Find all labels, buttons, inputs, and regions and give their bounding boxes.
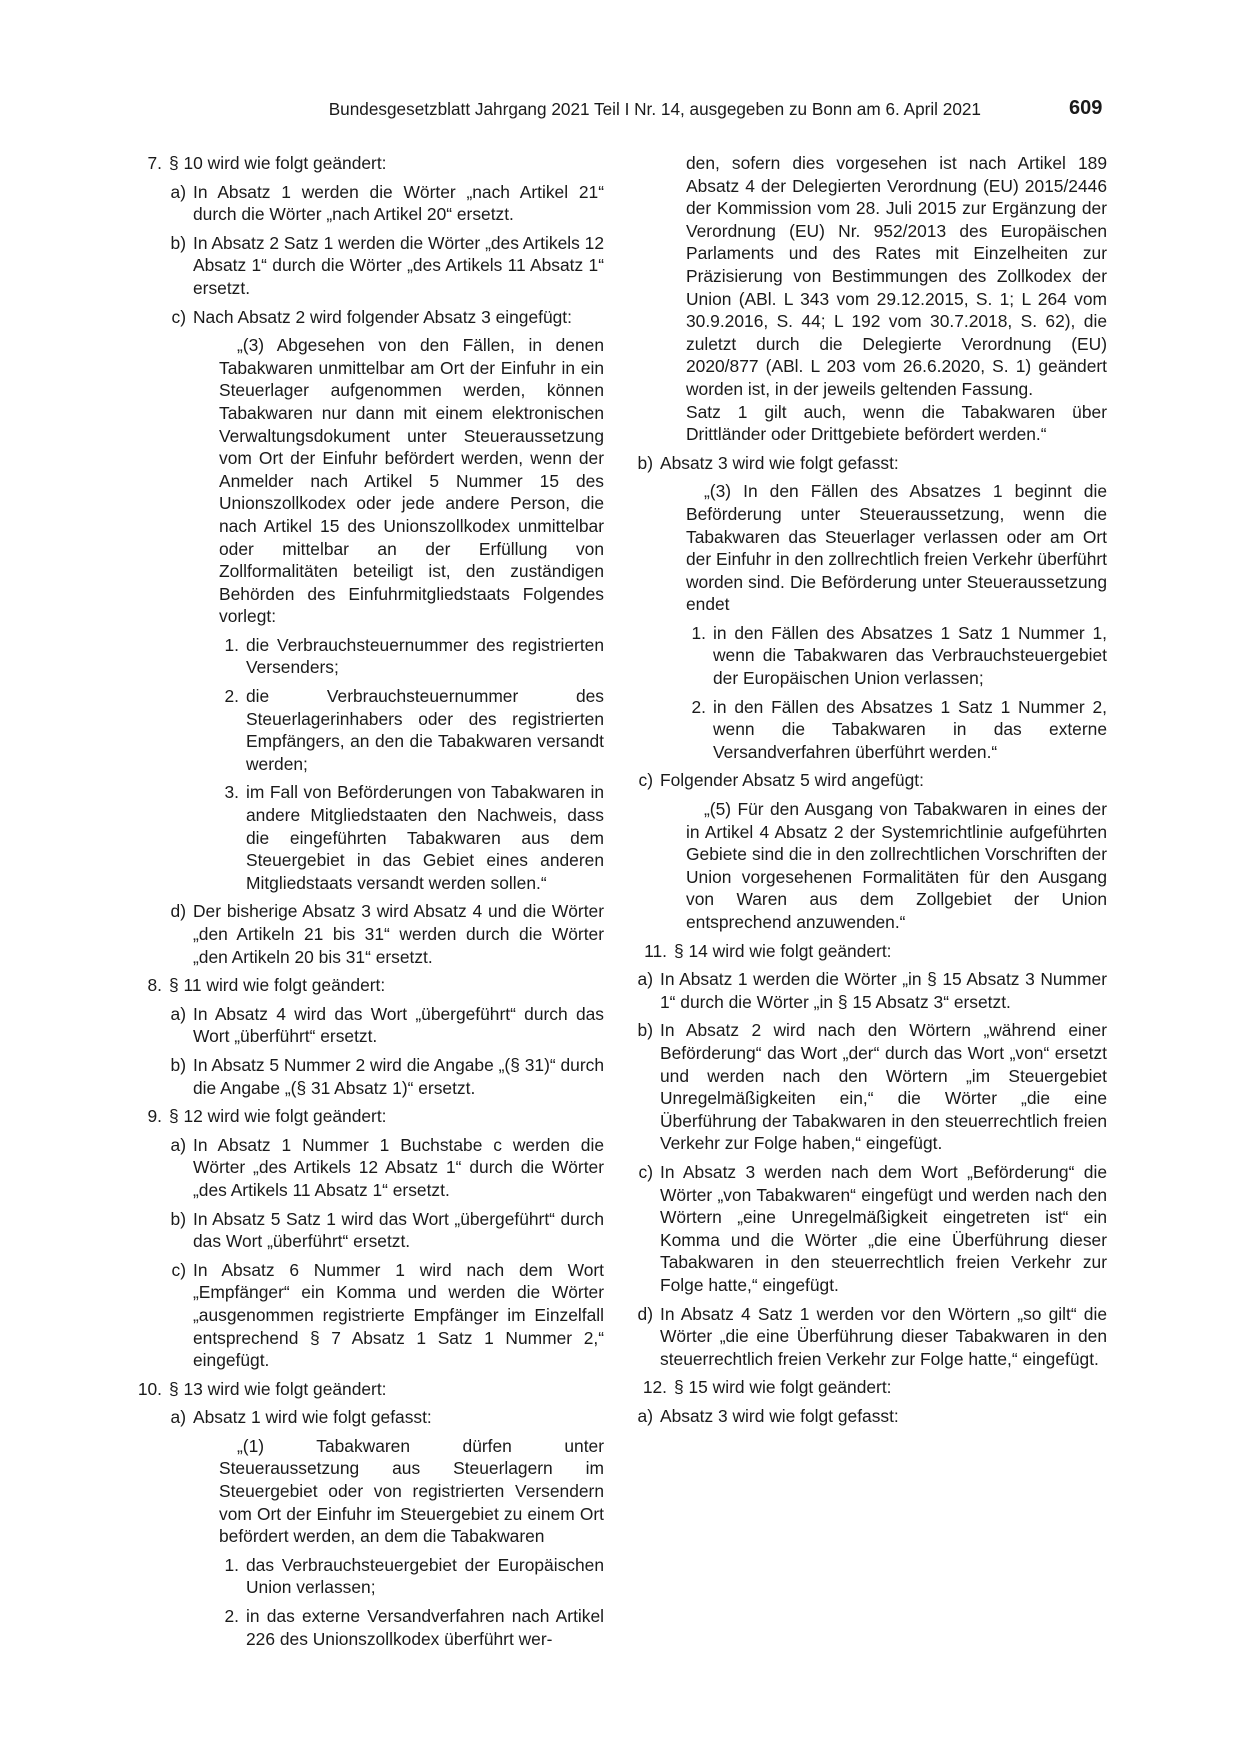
continued-text bbox=[635, 152, 1107, 401]
item-text: In Absatz 1 werden die Wörter „in § 15 Absatz 3 Nummer 1“ durch die Wörter „in § 15 Absatz 3“ ersetzt. bbox=[660, 969, 1107, 1012]
quoted-paragraph bbox=[635, 798, 1107, 934]
item-text: „(3) Abgesehen von den Fällen, in denen Tabakwaren unmittelbar am Ort der Einfuhr in ein Steuerlager aufgenommen werden, können Tabakwaren nur dann mit einem elektronischen Verwaltungsdokument unter Steueraussetzung vom Ort der Einfuhr befördert werden, wenn der Anmelder nach Artikel 5 Nummer 15 des Unionszollkodex oder jede andere Person, die nach Artikel 15 des Unionszollkodex unmittelbar oder mittelbar an der Erfüllung von Zollformalitäten beteiligt ist, den zuständigen Behörden des Einfuhrmitgliedstaats Folgendes vorlegt: bbox=[219, 335, 604, 627]
item-text: „(3) In den Fällen des Absatzes 1 beginnt die Beförderung unter Steueraussetzung, wenn die Tabakwaren das Steuerlager verlassen oder am Ort der Einfuhr in den zollrechtlich freien Verkehr überführt worden sind. Die Beförderung unter Steueraussetzung endet bbox=[686, 481, 1107, 615]
item-number: a) bbox=[170, 1003, 186, 1024]
lettered-item bbox=[130, 900, 604, 968]
item-text: die Verbrauchsteuernummer des registrierten Versenders; bbox=[246, 634, 604, 678]
item-number: d) bbox=[170, 901, 186, 922]
item-number: a) bbox=[170, 1134, 186, 1155]
numbered-item bbox=[130, 1105, 604, 1128]
lettered-item bbox=[130, 1406, 604, 1429]
lettered-item bbox=[130, 1003, 604, 1048]
item-text: in das externe Versandverfahren nach Artikel 226 des Unionszollkodex überführt wer- bbox=[246, 1606, 604, 1649]
right-column bbox=[635, 152, 1107, 1433]
item-number: 11. bbox=[644, 940, 667, 961]
item-number: a) bbox=[170, 181, 186, 202]
page-header bbox=[0, 99, 1241, 125]
item-text: Folgender Absatz 5 wird angefügt: bbox=[660, 770, 924, 791]
sub-numbered-item bbox=[130, 781, 604, 894]
lettered-item bbox=[635, 1161, 1107, 1297]
item-text: § 11 wird wie folgt geändert: bbox=[169, 975, 386, 996]
sentence-paragraph bbox=[635, 401, 1107, 446]
quoted-paragraph bbox=[635, 480, 1107, 616]
item-text: In Absatz 4 wird das Wort „übergeführt“ durch das Wort „überführt“ ersetzt. bbox=[193, 1003, 604, 1047]
item-number: 9. bbox=[147, 1106, 162, 1127]
item-text: In Absatz 5 Nummer 2 wird die Angabe „(§ 31)“ durch die Angabe „(§ 31 Absatz 1)“ ersetzt. bbox=[193, 1054, 604, 1098]
item-text: „(1) Tabakwaren dürfen unter Steueraussetzung aus Steuerlagern im Steuergebiet oder von registrierten Versendern vom Ort der Einfuhr im Steuergebiet zu einem Ort befördert werden, an dem die Tabakwaren bbox=[219, 1435, 604, 1547]
lettered-item bbox=[130, 181, 604, 226]
item-number: 7. bbox=[147, 153, 162, 173]
item-text: Der bisherige Absatz 3 wird Absatz 4 und die Wörter „den Artikeln 21 bis 31“ werden durch die Wörter „den Artikeln 20 bis 31“ ersetzt. bbox=[193, 901, 604, 967]
item-number: 1. bbox=[224, 634, 239, 655]
item-number: 12. bbox=[642, 1377, 667, 1398]
sub-numbered-item bbox=[635, 622, 1107, 690]
item-text: im Fall von Beförderungen von Tabakwaren in andere Mitgliedstaaten den Nachweis, dass die eingeführten Tabakwaren aus dem Steuergebiet in das Gebiet eines anderen Mitgliedstaats versandt werden sollen.“ bbox=[246, 782, 604, 893]
lettered-item bbox=[130, 1054, 604, 1099]
page-number: 609 bbox=[1069, 97, 1103, 119]
item-text: In Absatz 2 Satz 1 werden die Wörter „des Artikels 12 Absatz 1“ durch die Wörter „des Artikels 11 Absatz 1“ ersetzt. bbox=[193, 232, 604, 298]
lettered-item bbox=[130, 1134, 604, 1202]
item-text: § 13 wird wie folgt geändert: bbox=[169, 1378, 387, 1399]
lettered-item bbox=[635, 452, 1107, 475]
item-text: § 14 wird wie folgt geändert: bbox=[674, 940, 892, 961]
item-number: b) bbox=[170, 232, 186, 253]
item-text: In Absatz 1 Nummer 1 Buchstabe c werden die Wörter „des Artikels 12 Absatz 1“ durch die Wörter „des Artikels 11 Absatz 1“ ersetzt. bbox=[193, 1134, 604, 1200]
item-number: c) bbox=[171, 1259, 186, 1280]
item-text: die Verbrauchsteuernummer des Steuerlagerinhabers oder des registrierten Empfängers, an den die Tabakwaren versandt werden; bbox=[246, 686, 604, 774]
item-text: In Absatz 2 wird nach den Wörtern „während einer Beförderung“ das Wort „der“ durch das Wort „von“ ersetzt und werden nach den Wörtern „im Steuergebiet Unregelmäßigkeiten ein,“ die Wörter „die eine Überführung der Tabakwaren in den steuerrechtlich freien Verkehr zur Folge haben,“ eingefügt. bbox=[660, 1020, 1107, 1154]
item-number: b) bbox=[637, 1020, 653, 1041]
sub-numbered-item bbox=[130, 1554, 604, 1599]
item-text: in den Fällen des Absatzes 1 Satz 1 Nummer 1, wenn die Tabakwaren das Verbrauchsteuergebiet der Europäischen Union verlassen; bbox=[713, 622, 1107, 689]
lettered-item bbox=[130, 306, 604, 329]
left-column bbox=[130, 152, 604, 1656]
item-text: In Absatz 4 Satz 1 werden vor den Wörtern „so gilt“ die Wörter „die eine Überführung dieser Tabakwaren in den steuerrechtlich freien Verkehr zur Folge hatte,“ eingefügt. bbox=[660, 1303, 1107, 1369]
item-text: Absatz 3 wird wie folgt gefasst: bbox=[660, 1405, 899, 1426]
item-number: b) bbox=[170, 1054, 186, 1075]
item-number: b) bbox=[637, 452, 653, 473]
lettered-item bbox=[130, 232, 604, 300]
lettered-item bbox=[130, 1208, 604, 1253]
item-number: 2. bbox=[224, 1606, 239, 1627]
item-text: „(5) Für den Ausgang von Tabakwaren in eines der in Artikel 4 Absatz 2 der Systemrichtlinie aufgeführten Gebiete sind die in den zollrechtlichen Vorschriften der Union vorgesehenen Formalitäten für den Ausgang von Waren aus dem Zollgebiet der Union entsprechend anzuwenden.“ bbox=[686, 799, 1107, 932]
lettered-item bbox=[635, 769, 1107, 792]
lettered-item bbox=[635, 968, 1107, 1013]
item-number: c) bbox=[638, 1161, 653, 1182]
item-number: 10. bbox=[137, 1378, 162, 1399]
item-number: 1. bbox=[691, 622, 706, 643]
sub-numbered-item bbox=[635, 696, 1107, 764]
numbered-item bbox=[130, 974, 604, 997]
item-text: Absatz 1 wird wie folgt gefasst: bbox=[193, 1407, 432, 1428]
lettered-item bbox=[635, 1405, 1107, 1428]
item-text: Nach Absatz 2 wird folgender Absatz 3 eingefügt: bbox=[193, 306, 572, 327]
item-text: § 10 wird wie folgt geändert: bbox=[169, 153, 387, 173]
item-text: den, sofern dies vorgesehen ist nach Artikel 189 Absatz 4 der Delegierten Verordnung (EU) 2015/2446 der Kommission vom 28. Juli 2015 zur Ergänzung der Verordnung (EU) Nr. 952/2013 des Europäischen Parlaments und des Rates mit Einzelheiten zur Präzisierung von Bestimmungen des Zollkodex der Union (ABl. L 343 vom 29.12.2015, S. 1; L 264 vom 30.9.2016, S. 44; L 192 vom 30.7.2018, S. 62), die zuletzt durch die Delegierte Verordnung (EU) 2020/877 (ABl. L 203 vom 26.6.2020, S. 1) geändert worden ist, in der jeweils geltenden Fassung. bbox=[686, 153, 1107, 399]
item-text: Satz 1 gilt auch, wenn die Tabakwaren über Drittländer oder Drittgebiete befördert werden.“ bbox=[686, 401, 1107, 445]
item-number: 2. bbox=[691, 696, 706, 717]
item-text: In Absatz 3 werden nach dem Wort „Beförderung“ die Wörter „von Tabakwaren“ eingefügt und werden nach den Wörtern „eine Unregelmäßigkeit eingetreten ist“ ein Komma und die Wörter „die eine Überführung dieser Tabakwaren in den steuerrechtlich freien Verkehr zur Folge hatte,“ eingefügt. bbox=[660, 1161, 1107, 1295]
quoted-paragraph bbox=[130, 1435, 604, 1548]
item-number: b) bbox=[170, 1208, 186, 1229]
item-number: c) bbox=[638, 770, 653, 791]
numbered-item bbox=[130, 1378, 604, 1401]
lettered-item bbox=[635, 1303, 1107, 1371]
item-text: das Verbrauchsteuergebiet der Europäischen Union verlassen; bbox=[246, 1554, 604, 1598]
numbered-item bbox=[635, 940, 1107, 963]
item-number: 2. bbox=[224, 686, 239, 707]
lettered-item bbox=[130, 1259, 604, 1372]
item-text: in den Fällen des Absatzes 1 Satz 1 Nummer 2, wenn die Tabakwaren in das externe Versandverfahren überführt werden.“ bbox=[713, 696, 1107, 762]
item-number: a) bbox=[637, 969, 653, 990]
item-number: a) bbox=[637, 1405, 653, 1426]
item-text: In Absatz 1 werden die Wörter „nach Artikel 21“ durch die Wörter „nach Artikel 20“ ersetzt. bbox=[193, 181, 604, 225]
sub-numbered-item bbox=[130, 1605, 604, 1650]
item-number: 3. bbox=[224, 782, 239, 803]
item-number: a) bbox=[170, 1407, 186, 1428]
sub-numbered-item bbox=[130, 685, 604, 775]
item-text: § 15 wird wie folgt geändert: bbox=[674, 1377, 892, 1398]
item-number: 1. bbox=[224, 1554, 239, 1575]
numbered-item bbox=[635, 1376, 1107, 1399]
running-title: Bundesgesetzblatt Jahrgang 2021 Teil I Nr. 14, ausgegeben zu Bonn am 6. April 2021 bbox=[328, 99, 981, 119]
quoted-paragraph bbox=[130, 334, 604, 628]
item-number: c) bbox=[171, 306, 186, 327]
item-number: d) bbox=[637, 1303, 653, 1324]
item-text: In Absatz 6 Nummer 1 wird nach dem Wort „Empfänger“ ein Komma und werden die Wörter „ausgenommen registrierte Empfänger im Einzelfall entsprechend § 7 Absatz 1 Satz 1 Nummer 2,“ eingefügt. bbox=[193, 1259, 604, 1371]
item-text: In Absatz 5 Satz 1 wird das Wort „übergeführt“ durch das Wort „überführt“ ersetzt. bbox=[193, 1208, 604, 1252]
item-number: 8. bbox=[147, 975, 162, 996]
lettered-item bbox=[635, 1019, 1107, 1155]
item-text: § 12 wird wie folgt geändert: bbox=[169, 1106, 387, 1127]
numbered-item bbox=[130, 152, 604, 175]
item-text: Absatz 3 wird wie folgt gefasst: bbox=[660, 452, 899, 473]
sub-numbered-item bbox=[130, 634, 604, 679]
